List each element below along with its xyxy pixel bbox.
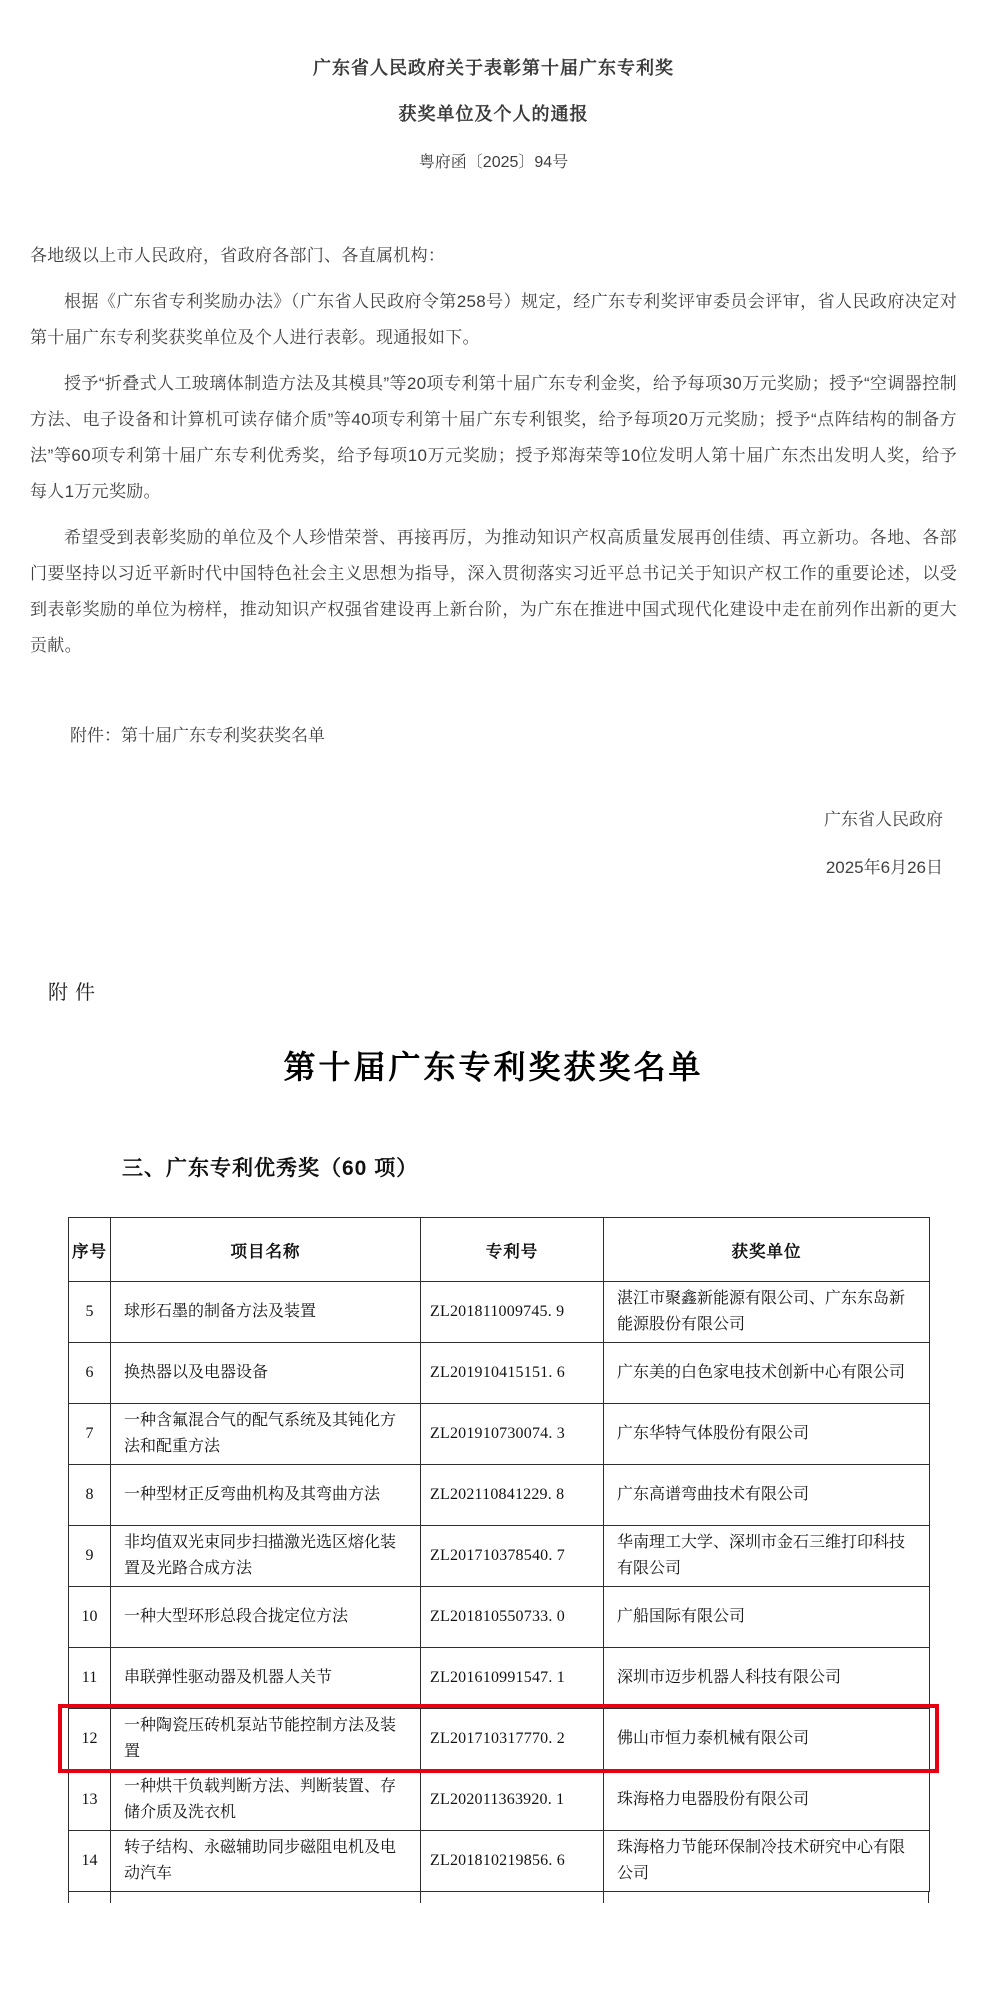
header-project: 项目名称 bbox=[111, 1218, 421, 1282]
cell-no: 7 bbox=[69, 1404, 111, 1465]
table-row bbox=[69, 1526, 930, 1587]
paragraph-awards: 授予“折叠式人工玻璃体制造方法及其模具”等20项专利第十届广东专利金奖，给予每项30万元奖励；授予“空调器控制方法、电子设备和计算机可读存储介质”等40项专利第十届广东专利银奖，给予每项20万元奖励；授予“点阵结构的制备方法”等60项专利第十届广东专利优秀奖，给予每项10万元奖励；授予郑海荣等10位发明人第十届广东杰出发明人奖，给予每人1万元奖励。 bbox=[30, 374, 957, 501]
signature-org: 广东省人民政府 bbox=[824, 810, 943, 829]
paragraph-hope: 希望受到表彰奖励的单位及个人珍惜荣誉、再接再厉，为推动知识产权高质量发展再创佳绩、再立新功。各地、各部门要坚持以习近平新时代中国特色社会主义思想为指导，深入贯彻落实习近平总书记关于知识产权工作的重要论述，以受到表彰奖励的单位为榜样，推动知识产权强省建设再上新台阶，为广东在推进中国式现代化建设中走在前列作出新的更大贡献。 bbox=[30, 528, 957, 655]
header-no: 序号 bbox=[69, 1218, 111, 1282]
appendix-title: 第十届广东专利奖获奖名单 bbox=[283, 1049, 704, 1085]
cell-no: 10 bbox=[69, 1587, 111, 1648]
cell-no: 14 bbox=[69, 1831, 111, 1892]
cell-no: 8 bbox=[69, 1465, 111, 1526]
cell-project: 一种大型环形总段合拢定位方法 bbox=[111, 1587, 421, 1648]
cell-no: 13 bbox=[69, 1770, 111, 1831]
cell-unit: 珠海格力电器股份有限公司 bbox=[604, 1770, 930, 1831]
cell-unit: 广船国际有限公司 bbox=[604, 1587, 930, 1648]
cell-patent: ZL201610991547. 1 bbox=[421, 1648, 604, 1709]
cell-patent: ZL201811009745. 9 bbox=[421, 1282, 604, 1343]
cell-unit: 广东华特气体股份有限公司 bbox=[604, 1404, 930, 1465]
cell-project: 一种含氟混合气的配气系统及其钝化方法和配重方法 bbox=[111, 1404, 421, 1465]
table-row-highlighted bbox=[69, 1709, 930, 1770]
salutation: 各地级以上市人民政府，省政府各部门、各直属机构： bbox=[30, 246, 446, 265]
cell-unit: 广东美的白色家电技术创新中心有限公司 bbox=[604, 1343, 930, 1404]
header-unit: 获奖单位 bbox=[604, 1218, 930, 1282]
signature-block bbox=[30, 806, 957, 882]
cell-project: 一种烘干负载判断方法、判断装置、存储介质及洗衣机 bbox=[111, 1770, 421, 1831]
table-row bbox=[69, 1648, 930, 1709]
cell-project: 球形石墨的制备方法及装置 bbox=[111, 1282, 421, 1343]
cell-patent: ZL201810550733. 0 bbox=[421, 1587, 604, 1648]
awards-table bbox=[68, 1217, 930, 1892]
table-row bbox=[69, 1831, 930, 1892]
signature-date: 2025年6月26日 bbox=[825, 858, 943, 877]
table-row bbox=[69, 1465, 930, 1526]
cell-patent: ZL202110841229. 8 bbox=[421, 1465, 604, 1526]
table-row bbox=[69, 1343, 930, 1404]
doc-title-line1: 广东省人民政府关于表彰第十届广东专利奖 bbox=[313, 58, 674, 78]
next-row-cutoff bbox=[68, 1892, 929, 1903]
cell-unit: 华南理工大学、深圳市金石三维打印科技有限公司 bbox=[604, 1526, 930, 1587]
cell-patent: ZL202011363920. 1 bbox=[421, 1770, 604, 1831]
awards-table-wrap bbox=[68, 1217, 929, 1903]
table-row bbox=[69, 1770, 930, 1831]
cell-unit: 佛山市恒力泰机械有限公司 bbox=[604, 1709, 930, 1770]
cell-no: 11 bbox=[69, 1648, 111, 1709]
doc-title-line2: 获奖单位及个人的通报 bbox=[398, 104, 589, 124]
section-title: 三、广东专利优秀奖（60 项） bbox=[122, 1157, 419, 1180]
cell-no: 5 bbox=[69, 1282, 111, 1343]
table-header-row bbox=[69, 1218, 930, 1282]
table-row bbox=[69, 1282, 930, 1343]
appendix-label: 附件 bbox=[48, 982, 102, 1004]
cell-patent: ZL201710378540. 7 bbox=[421, 1526, 604, 1587]
document-body bbox=[30, 238, 957, 664]
cell-unit: 湛江市聚鑫新能源有限公司、广东东岛新能源股份有限公司 bbox=[604, 1282, 930, 1343]
paragraph-basis: 根据《广东省专利奖励办法》（广东省人民政府令第258号）规定，经广东专利奖评审委员会评审，省人民政府决定对第十届广东专利奖获奖单位及个人进行表彰。现通报如下。 bbox=[30, 292, 957, 347]
doc-number: 粤府函〔2025〕94号 bbox=[418, 154, 569, 171]
table-row bbox=[69, 1404, 930, 1465]
attachment-note: 附件：第十届广东专利奖获奖名单 bbox=[70, 726, 325, 745]
cell-patent: ZL201810219856. 6 bbox=[421, 1831, 604, 1892]
header-patent: 专利号 bbox=[421, 1218, 604, 1282]
cell-patent: ZL201910730074. 3 bbox=[421, 1404, 604, 1465]
cell-no: 9 bbox=[69, 1526, 111, 1587]
cell-no: 12 bbox=[69, 1709, 111, 1770]
cell-patent: ZL201710317770. 2 bbox=[421, 1709, 604, 1770]
cell-patent: ZL201910415151. 6 bbox=[421, 1343, 604, 1404]
cell-unit: 广东高谱弯曲技术有限公司 bbox=[604, 1465, 930, 1526]
cell-no: 6 bbox=[69, 1343, 111, 1404]
cell-project: 一种陶瓷压砖机泵站节能控制方法及装置 bbox=[111, 1709, 421, 1770]
cell-project: 一种型材正反弯曲机构及其弯曲方法 bbox=[111, 1465, 421, 1526]
cell-project: 串联弹性驱动器及机器人关节 bbox=[111, 1648, 421, 1709]
cell-project: 换热器以及电器设备 bbox=[111, 1343, 421, 1404]
cell-project: 转子结构、永磁辅助同步磁阻电机及电动汽车 bbox=[111, 1831, 421, 1892]
cell-unit: 深圳市迈步机器人科技有限公司 bbox=[604, 1648, 930, 1709]
cell-unit: 珠海格力节能环保制冷技术研究中心有限公司 bbox=[604, 1831, 930, 1892]
table-row bbox=[69, 1587, 930, 1648]
cell-project: 非均值双光束同步扫描激光选区熔化装置及光路合成方法 bbox=[111, 1526, 421, 1587]
